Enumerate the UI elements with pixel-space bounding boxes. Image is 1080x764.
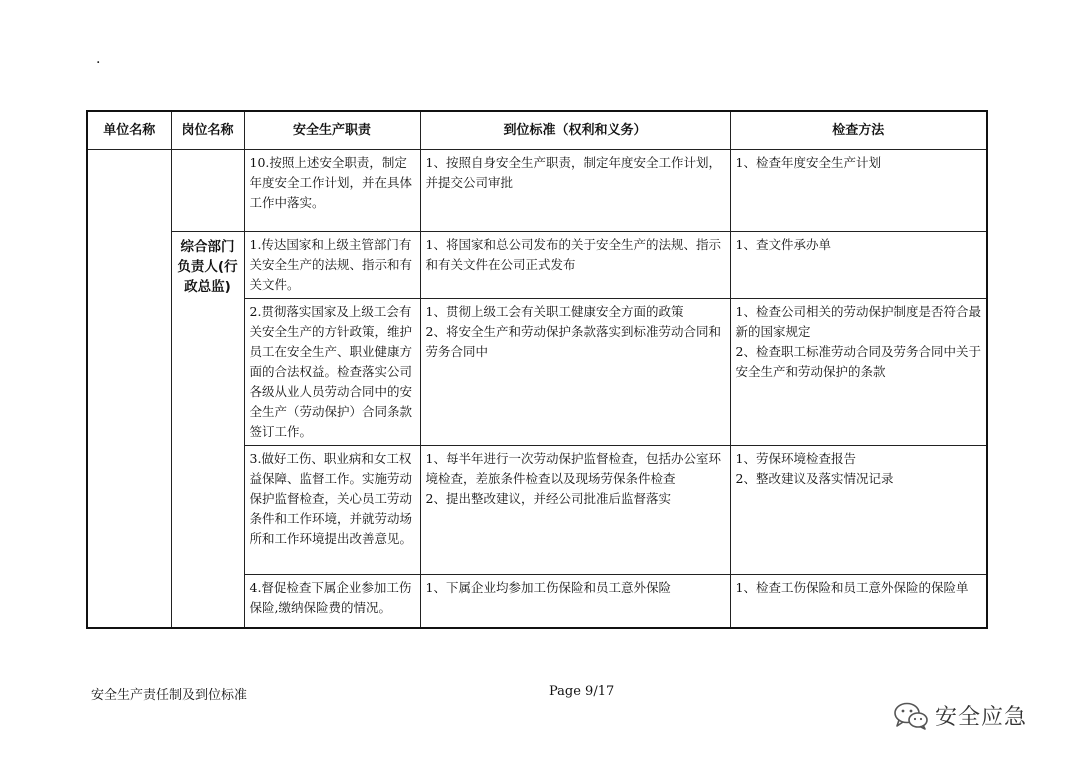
footer-page-number: Page 9/17 [549,684,615,699]
method-line: 1、查文件承办单 [735,237,831,252]
method-cell [730,150,987,232]
duty-cell: 1.传达国家和上级主管部门有关安全生产的法规、指示和有关文件。 [244,232,420,299]
header-post-name: 岗位名称 [171,111,244,150]
table-row [87,232,987,299]
standard-line: 1、每半年进行一次劳动保护监督检查，包括办公室环境检查，差旅条件检查以及现场劳保条件检查 [425,451,721,486]
standard-cell [420,446,730,575]
method-cell [730,299,987,446]
duty-cell: 4.督促检查下属企业参加工伤保险,缴纳保险费的情况。 [244,575,420,629]
method-line: 1、检查工伤保险和员工意外保险的保险单 [735,580,969,595]
standard-line: 2、提出整改建议，并经公司批准后监督落实 [425,491,671,506]
duty-cell: 3.做好工伤、职业病和女工权益保障、监督工作。实施劳动保护监督检查，关心员工劳动条件和工作环境，并就劳动场所和工作环境提出改善意见。 [244,446,420,575]
standard-line: 1、下属企业均参加工伤保险和员工意外保险 [425,580,671,595]
department-name-cell: 综合部门负责人(行政总监) [171,232,244,629]
standard-line: 1、贯彻上级工会有关职工健康安全方面的政策 [425,304,684,319]
wechat-icon [893,701,929,731]
standard-cell [420,299,730,446]
method-line: 1、检查公司相关的劳动保护制度是否符合最新的国家规定 [735,304,981,339]
standard-line: 1、按照自身安全生产职责，制定年度安全工作计划，并提交公司审批 [425,155,721,190]
method-line: 2、整改建议及落实情况记录 [735,471,894,486]
method-line: 2、检查职工标准劳动合同及劳务合同中关于安全生产和劳动保护的条款 [735,344,981,379]
standard-cell [420,575,730,629]
standard-cell [420,232,730,299]
unit-name-cell [87,150,171,629]
header-standard: 到位标准（权利和义务） [420,111,730,150]
method-cell [730,446,987,575]
watermark [893,700,1027,731]
standard-line: 1、将国家和总公司发布的关于安全生产的法规、指示和有关文件在公司正式发布 [425,237,721,272]
table-header-row [87,111,987,150]
page-marker: . [96,51,101,67]
method-cell [730,232,987,299]
standard-line: 2、将安全生产和劳动保护条款落实到标准劳动合同和劳务合同中 [425,324,721,359]
method-line: 1、检查年度安全生产计划 [735,155,881,170]
method-line: 1、劳保环境检查报告 [735,451,856,466]
header-unit-name: 单位名称 [87,111,171,150]
header-check-method: 检查方法 [730,111,987,150]
table-row [87,150,987,232]
responsibility-table [86,110,988,629]
watermark-text: 安全应急 [935,705,1028,730]
header-safety-duty: 安全生产职责 [244,111,420,150]
footer-doc-title: 安全生产责任制及到位标准 [91,688,248,703]
duty-cell: 10.按照上述安全职责，制定年度安全工作计划，并在具体工作中落实。 [244,150,420,232]
method-cell [730,575,987,629]
standard-cell [420,150,730,232]
duty-cell: 2.贯彻落实国家及上级工会有关安全生产的方针政策，维护员工在安全生产、职业健康方面的合法权益。检查落实公司各级从业人员劳动合同中的安全生产（劳动保护）合同条款签订工作。 [244,299,420,446]
post-name-cell [171,150,244,232]
